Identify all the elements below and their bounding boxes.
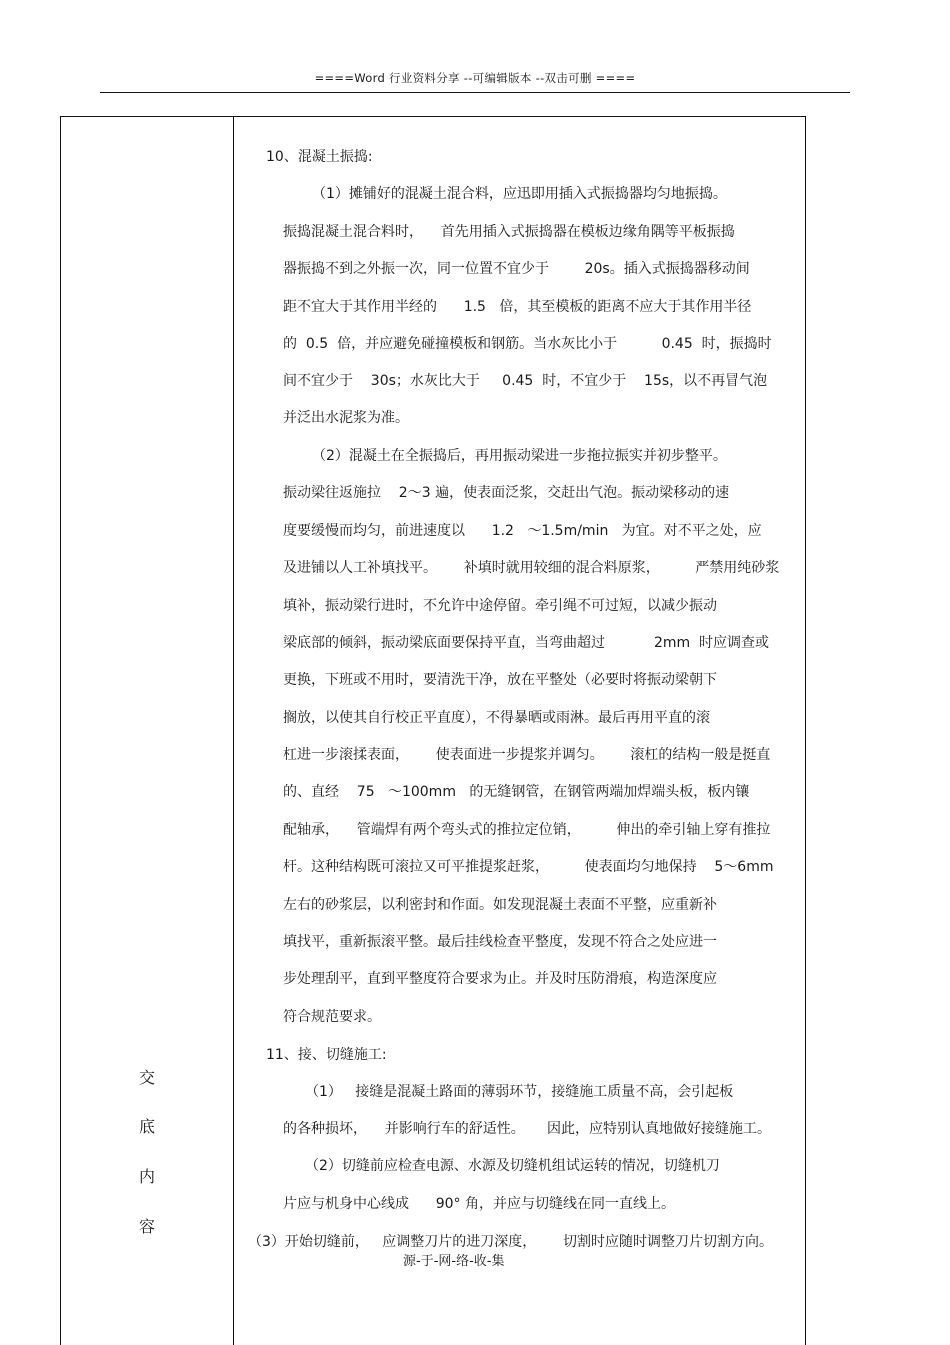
source-footer: 源-于-网-络-收-集 [403, 1254, 505, 1269]
paragraph-line: 并泛出水泥浆为准。 [283, 410, 409, 426]
header-rule [100, 92, 850, 93]
table-left-border [60, 116, 61, 1345]
paragraph-line: （1）摊铺好的混凝土混合料，应迅即用插入式振捣器均匀地振捣。 [312, 186, 727, 202]
paragraph-line: 振捣混凝土混合料时， 首先用插入式振捣器在模板边缘角隅等平板振捣 [283, 224, 735, 240]
paragraph-line: 器振捣不到之外振一次，同一位置不宜少于 20s。插入式振捣器移动间 [283, 261, 750, 277]
paragraph-line: （1） 接缝是混凝土路面的薄弱环节，接缝施工质量不高，会引起板 [305, 1084, 734, 1100]
paragraph-line: 填找平，重新振滚平整。最后挂线检查平整度，发现不符合之处应进一 [283, 934, 717, 950]
side-label-char: 底 [138, 1117, 155, 1136]
page-header: ====Word 行业资料分享 --可编辑版本 --双击可删 ==== [314, 71, 636, 85]
paragraph-line: 填补，振动梁行进时，不允许中途停留。牵引绳不可过短，以减少振动 [283, 598, 717, 614]
side-label-char: 交 [138, 1068, 155, 1087]
paragraph-line: 距不宜大于其作用半经的 1.5 倍，其至模板的距离不应大于其作用半径 [283, 299, 752, 315]
paragraph-line: 的各种损坏， 并影响行车的舒适性。 因此，应特别认真地做好接缝施工。 [283, 1121, 772, 1137]
paragraph-line: 更换，下班或不用时，要清洗干净，放在平整处（必要时将振动梁朝下 [283, 672, 717, 688]
paragraph-line: （2）混凝土在全振捣后，再用振动梁进一步拖拉振实并初步整平。 [312, 448, 727, 464]
table-column-divider [233, 116, 234, 1345]
table-right-border [805, 116, 806, 1345]
section-heading: 11、接、切缝施工: [266, 1047, 387, 1063]
paragraph-line: 的 0.5 倍，并应避免碰撞模板和钢筋。当水灰比小于 0.45 时，振捣时 [283, 336, 772, 352]
paragraph-line: 梁底部的倾斜，振动梁底面要保持平直，当弯曲超过 2mm 时应调查或 [283, 635, 770, 651]
paragraph-line: 杠进一步滚揉表面， 使表面进一步提浆并调匀。 滚杠的结构一般是挺直 [283, 747, 771, 763]
side-label-char: 容 [138, 1217, 155, 1236]
paragraph-line: 振动梁往返施拉 2～3 遍，使表面泛浆，交赶出气泡。振动梁移动的速 [283, 485, 730, 501]
paragraph-line: （2）切缝前应检查电源、水源及切缝机组试运转的情况，切缝机刀 [305, 1158, 720, 1174]
section-heading: 10、混凝土振捣: [266, 149, 373, 165]
side-label-char: 内 [138, 1167, 155, 1186]
paragraph-line: 步处理刮平，直到平整度符合要求为止。并及时压防滑痕，构造深度应 [283, 971, 717, 987]
paragraph-line: 搁放，以使其自行校正平直度），不得暴晒或雨淋。最后再用平直的滚 [283, 710, 710, 726]
paragraph-line: 的、直经 75 ～100mm 的无缝钢管，在钢管两端加焊端头板，板内镶 [283, 784, 750, 800]
paragraph-line: 片应与机身中心线成 90° 角，并应与切缝线在同一直线上。 [283, 1196, 675, 1212]
table-top-border [60, 116, 805, 117]
paragraph-line: （3）开始切缝前， 应调整刀片的进刀深度， 切割时应随时调整刀片切割方向。 [248, 1234, 773, 1250]
paragraph-line: 配轴承， 管端焊有两个弯头式的推拉定位销， 伸出的牵引轴上穿有推拉 [283, 822, 771, 838]
paragraph-line: 杆。这种结构既可滚拉又可平推提浆赶浆， 使表面均匀地保持 5～6mm [283, 859, 774, 875]
paragraph-line: 度要缓慢而均匀，前进速度以 1.2 ～1.5m/min 为宜。对不平之处，应 [283, 523, 762, 539]
paragraph-line: 符合规范要求。 [283, 1009, 381, 1025]
paragraph-line: 及进铺以人工补填找平。 补填时就用较细的混合料原浆， 严禁用纯砂浆 [283, 560, 780, 576]
paragraph-line: 左右的砂浆层，以利密封和作面。如发现混凝土表面不平整，应重新补 [283, 897, 717, 913]
paragraph-line: 间不宜少于 30s；水灰比大于 0.45 时，不宜少于 15s，以不再冒气泡 [283, 373, 768, 389]
